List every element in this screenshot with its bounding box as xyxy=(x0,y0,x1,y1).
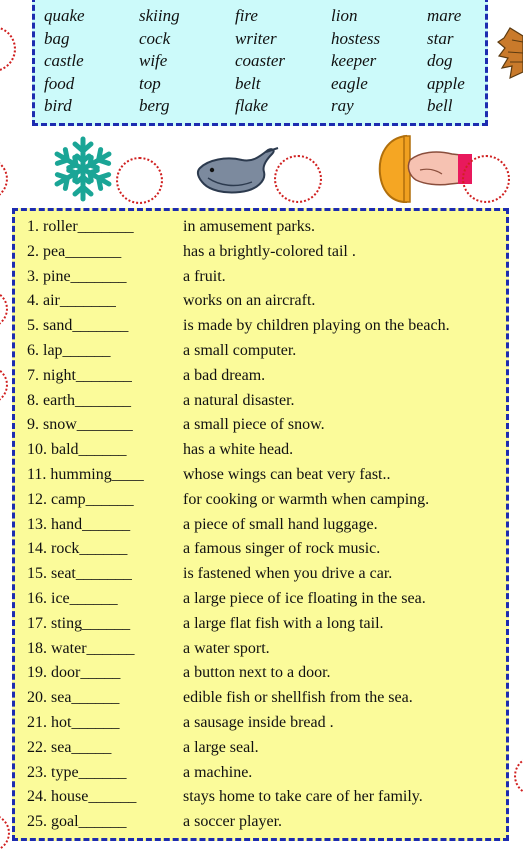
word-bank-word: flake xyxy=(235,96,269,115)
exercise-meaning: for cooking or warmth when camping. xyxy=(183,490,430,508)
exercise-row xyxy=(27,537,507,562)
exercise-prompt: 14. rock______ xyxy=(27,540,128,558)
word-bank-word: skiing xyxy=(139,6,180,25)
word-bank-word: eagle xyxy=(331,73,368,93)
exercise-prompt: 24. house______ xyxy=(27,788,137,806)
word-bank-word: keeper xyxy=(331,51,377,70)
exercise-meaning: a large seal. xyxy=(183,738,259,756)
exercise-meaning: has a brightly-colored tail . xyxy=(183,242,356,260)
exercise-prompt: 5. sand_______ xyxy=(27,317,129,335)
exercise-prompt: 16. ice______ xyxy=(27,590,118,607)
exercise-meaning: has a white head. xyxy=(183,441,294,459)
exercise-row xyxy=(27,364,507,389)
exercise-prompt: 2. pea_______ xyxy=(27,242,122,260)
exercise-meaning: a large piece of ice floating in the sea. xyxy=(183,590,426,607)
exercise-meaning: a fruit. xyxy=(183,267,226,285)
exercise-row xyxy=(27,661,507,686)
exercise-prompt: 8. earth_______ xyxy=(27,391,131,409)
exercise-row xyxy=(27,314,507,339)
exercise-prompt: 19. door_____ xyxy=(27,664,121,682)
exercise-prompt: 4. air_______ xyxy=(27,292,116,310)
exercise-meaning: a button next to a door. xyxy=(183,664,331,682)
exercise-meaning: a large flat fish with a long tail. xyxy=(183,614,384,632)
exercise-row xyxy=(27,463,507,488)
word-bank-word: food xyxy=(44,73,75,93)
word-bank-word: writer xyxy=(235,28,277,48)
word-bank-column xyxy=(44,5,85,118)
exercise-prompt: 13. hand______ xyxy=(27,515,131,533)
exercise-box xyxy=(12,208,509,841)
exercise-row xyxy=(27,711,507,736)
exercise-row xyxy=(27,562,507,587)
exercise-row xyxy=(27,686,507,711)
answer-circle xyxy=(462,155,510,203)
word-bank-word: lion xyxy=(331,6,358,25)
exercise-row xyxy=(27,587,507,612)
exercise-meaning: a soccer player. xyxy=(183,813,283,831)
answer-circle xyxy=(0,290,8,328)
exercise-prompt: 21. hot______ xyxy=(27,714,120,731)
exercise-row xyxy=(27,612,507,637)
word-bank-column xyxy=(235,5,285,118)
word-bank-word: ray xyxy=(331,96,354,115)
answer-circle xyxy=(0,158,8,200)
exercise-row xyxy=(27,215,507,240)
exercise-meaning: a famous singer of rock music. xyxy=(183,540,381,558)
exercise-row xyxy=(27,389,507,414)
answer-circle xyxy=(514,756,523,796)
exercise-meaning: in amusement parks. xyxy=(183,218,315,235)
word-bank-word: cock xyxy=(139,28,171,48)
exercise-row xyxy=(27,761,507,786)
exercise-meaning: is made by children playing on the beach. xyxy=(183,317,450,335)
answer-circle xyxy=(0,26,16,72)
doorbell-icon xyxy=(376,134,472,204)
word-bank-word: top xyxy=(139,73,161,93)
exercise-row xyxy=(27,785,507,810)
word-bank xyxy=(32,0,488,126)
exercise-row xyxy=(27,289,507,314)
word-bank-word: belt xyxy=(235,73,261,93)
answer-circle xyxy=(0,814,10,852)
exercise-prompt: 1. roller_______ xyxy=(27,218,134,235)
word-bank-word: star xyxy=(427,28,454,48)
word-bank-column xyxy=(139,5,180,118)
exercise-meaning: works on an aircraft. xyxy=(183,292,316,310)
word-bank-word: bag xyxy=(44,28,70,48)
exercise-prompt: 23. type______ xyxy=(27,763,127,781)
exercise-prompt: 22. sea_____ xyxy=(27,738,112,756)
exercise-meaning: stays home to take care of her family. xyxy=(183,788,423,806)
exercise-prompt: 25. goal______ xyxy=(27,813,127,831)
exercise-prompt: 11. humming____ xyxy=(27,466,144,483)
exercise-row xyxy=(27,488,507,513)
exercise-row xyxy=(27,513,507,538)
exercise-prompt: 17. sting______ xyxy=(27,614,131,632)
answer-circle xyxy=(0,366,8,404)
word-bank-word: wife xyxy=(139,51,168,70)
word-bank-word: berg xyxy=(139,96,170,115)
word-bank-word: bird xyxy=(44,96,72,115)
exercise-meaning: a water sport. xyxy=(183,639,270,657)
word-bank-word: coaster xyxy=(235,51,286,70)
word-bank-word: hostess xyxy=(331,28,381,48)
word-bank-column xyxy=(427,5,465,118)
word-bank-word: quake xyxy=(44,6,85,25)
exercise-meaning: a natural disaster. xyxy=(183,391,295,409)
word-bank-word: bell xyxy=(427,96,453,115)
exercise-meaning: a bad dream. xyxy=(183,366,266,384)
exercise-prompt: 12. camp______ xyxy=(27,490,134,508)
stingray-icon xyxy=(196,146,280,198)
exercise-row xyxy=(27,810,507,835)
exercise-meaning: a machine. xyxy=(183,763,253,781)
exercise-row xyxy=(27,339,507,364)
word-bank-word: castle xyxy=(44,51,84,70)
exercise-prompt: 6. lap______ xyxy=(27,342,111,359)
exercise-meaning: whose wings can beat very fast.. xyxy=(183,466,391,483)
answer-circle xyxy=(274,155,322,203)
exercise-row xyxy=(27,265,507,290)
exercise-row xyxy=(27,637,507,662)
word-bank-column xyxy=(331,5,380,118)
exercise-meaning: a piece of small hand luggage. xyxy=(183,515,378,533)
exercise-row xyxy=(27,413,507,438)
word-bank-word: mare xyxy=(427,6,462,25)
exercise-prompt: 7. night_______ xyxy=(27,366,132,384)
exercise-prompt: 3. pine_______ xyxy=(27,267,127,285)
exercise-row xyxy=(27,736,507,761)
word-bank-word: apple xyxy=(427,73,465,93)
exercise-prompt: 9. snow_______ xyxy=(27,416,133,434)
exercise-meaning: a sausage inside bread . xyxy=(183,714,334,731)
exercise-row xyxy=(27,240,507,265)
word-bank-word: fire xyxy=(235,6,258,25)
word-bank-word: dog xyxy=(427,51,453,70)
exercise-meaning: a small piece of snow. xyxy=(183,416,325,434)
fish-icon xyxy=(496,20,523,92)
snowflake-icon xyxy=(48,136,118,202)
exercise-row xyxy=(27,438,507,463)
exercise-meaning: a small computer. xyxy=(183,342,297,359)
exercise-prompt: 20. sea______ xyxy=(27,689,120,707)
exercise-prompt: 10. bald______ xyxy=(27,441,127,459)
exercise-prompt: 18. water______ xyxy=(27,639,135,657)
exercise-meaning: edible fish or shellfish from the sea. xyxy=(183,689,413,707)
answer-circle xyxy=(116,157,163,204)
exercise-meaning: is fastened when you drive a car. xyxy=(183,565,393,583)
exercise-prompt: 15. seat_______ xyxy=(27,565,132,583)
